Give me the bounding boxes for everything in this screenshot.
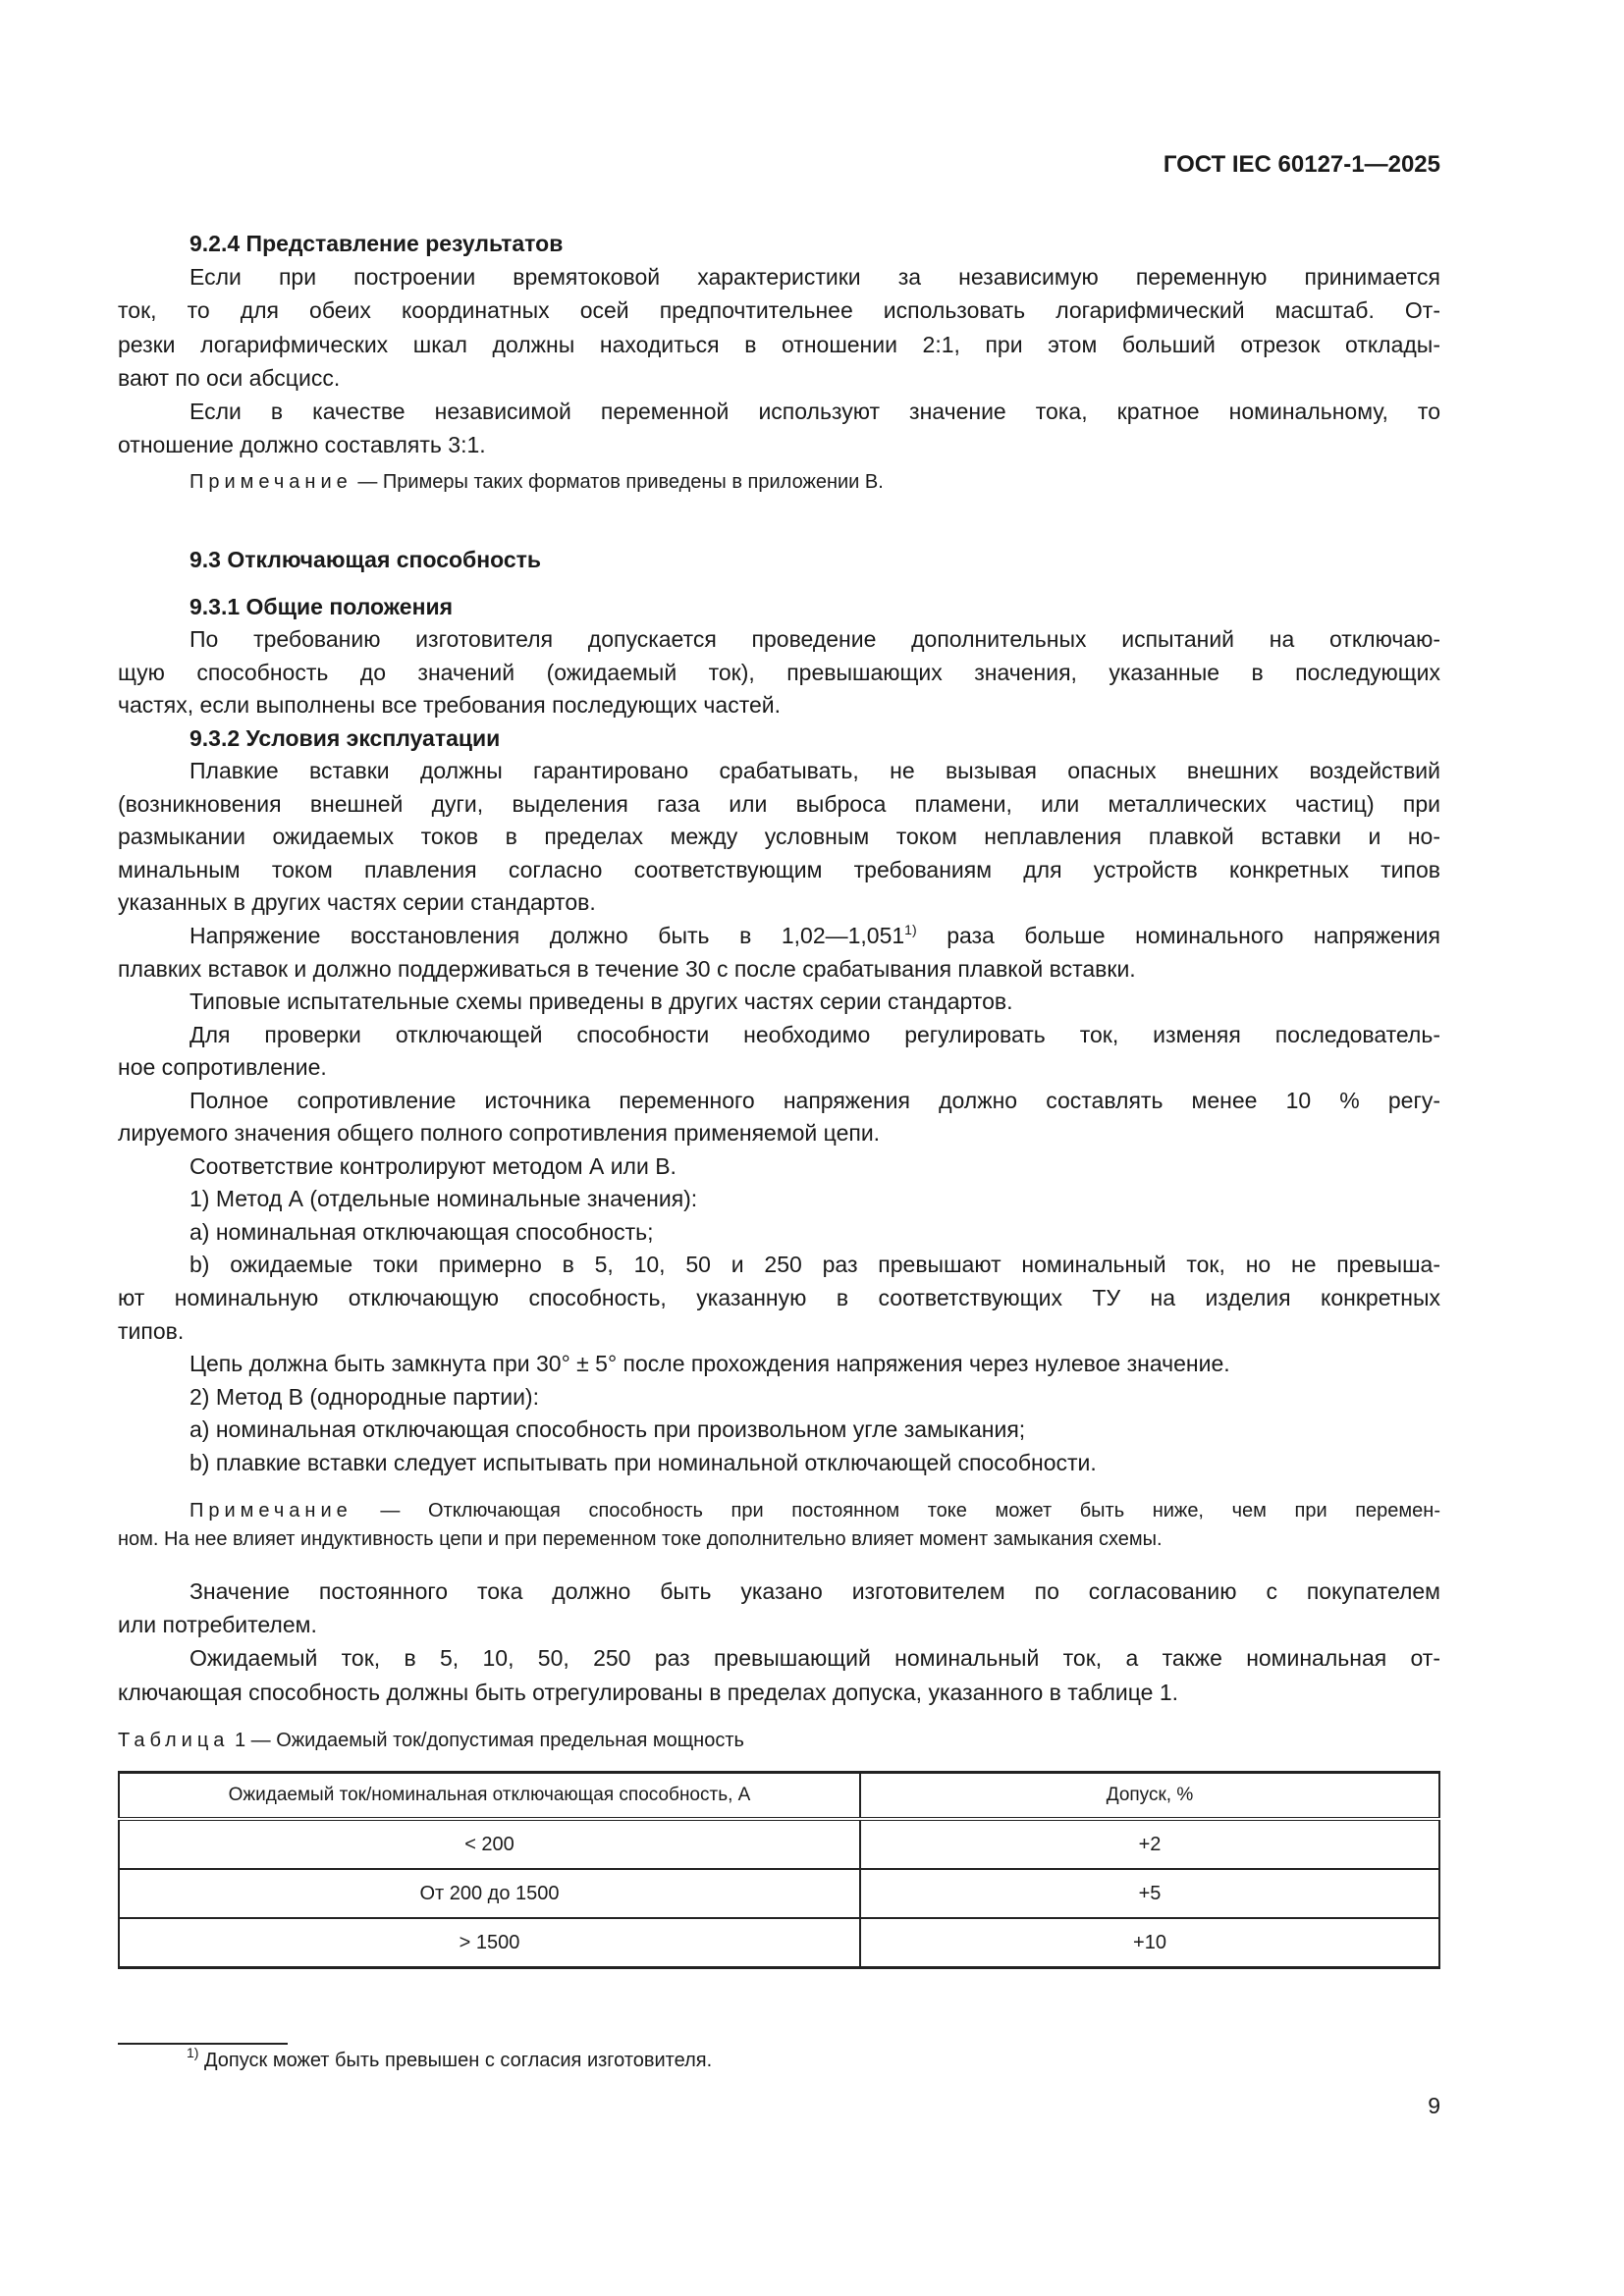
table-cell: < 200 xyxy=(119,1819,860,1869)
note-2 xyxy=(118,1497,1440,1554)
section-9-2-4 xyxy=(118,227,1440,497)
text-line: указанных в других частях серии стандартов. xyxy=(118,889,596,916)
text-line: Ожидаемый ток, в 5, 10, 50, 250 раз превышающий номинальный ток, а также номинальная от- xyxy=(189,1645,1440,1672)
section-9-3 xyxy=(118,544,1440,1479)
table-caption-text: 1 — Ожидаемый ток/допустимая предельная мощность xyxy=(229,1730,744,1751)
text-line: вают по оси абсцисс. xyxy=(118,364,341,391)
text-line: размыкании ожидаемых токов в пределах между условным током неплавления плавкой вставки и но- xyxy=(118,824,1440,850)
table-caption-label: Таблица xyxy=(118,1730,230,1751)
table-cell: > 1500 xyxy=(119,1918,860,1968)
text-line: резки логарифмических шкал должны находиться в отношении 2:1, при этом больший отрезок отклады- xyxy=(118,331,1440,357)
note xyxy=(118,468,1440,497)
note-text: — Отключающая способность при постоянном токе может быть ниже, чем при перемен- xyxy=(352,1500,1440,1522)
footnote-reference: 1) xyxy=(904,922,917,938)
paragraph xyxy=(118,260,1440,395)
text-line: a) номинальная отключающая способность при произвольном угле замыкания; xyxy=(189,1416,1026,1443)
list-item xyxy=(118,1216,1440,1250)
table-cell: +2 xyxy=(860,1819,1439,1869)
text-line xyxy=(118,920,1440,953)
text-line: ют номинальную отключающую способность, указанную в соответствующих ТУ на изделия конкретных xyxy=(118,1285,1440,1311)
table-header-cell: Допуск, % xyxy=(860,1773,1439,1820)
text-line: лируемого значения общего полного сопротивления применяемой цепи. xyxy=(118,1120,881,1147)
list-item xyxy=(118,1381,1440,1415)
text-line: Типовые испытательные схемы приведены в других частях серии стандартов. xyxy=(189,988,1013,1015)
list-item xyxy=(118,1183,1440,1216)
paragraph xyxy=(118,623,1440,722)
paragraph xyxy=(118,920,1440,986)
table-row xyxy=(119,1918,1439,1968)
table-caption xyxy=(118,1730,1440,1752)
table-cell: От 200 до 1500 xyxy=(119,1869,860,1918)
note-label: Примечание xyxy=(189,471,352,494)
footnote-mark: 1) xyxy=(187,2045,199,2060)
text-line: Для проверки отключающей способности необходимо регулировать ток, изменяя последователь- xyxy=(189,1021,1440,1047)
text-line: (возникновения внешней дуги, выделения газа или выброса пламени, или металлических частиц) при xyxy=(118,790,1440,817)
text-line: ключающая способность должны быть отрегулированы в пределах допуска, указанного в таблице 1. xyxy=(118,1679,1179,1705)
paragraph xyxy=(118,1019,1440,1085)
paragraph xyxy=(118,1150,1440,1184)
section-heading: 9.3 Отключающая способность xyxy=(189,547,542,572)
text-line: или потребителем. xyxy=(118,1612,317,1638)
paragraph xyxy=(118,1575,1440,1641)
table-header-row xyxy=(119,1773,1439,1820)
text-line: частях, если выполнены все требования последующих частей. xyxy=(118,692,781,719)
text-line: плавких вставок и должно поддерживаться в течение 30 с после срабатывания плавкой вставки. xyxy=(118,955,1136,982)
footnote-text: Допуск может быть превышен с согласия изготовителя. xyxy=(198,2050,713,2071)
note-line xyxy=(118,1497,1440,1525)
text-line: Полное сопротивление источника переменного напряжения должно составлять менее 10 % регу- xyxy=(189,1087,1440,1113)
document-code: ГОСТ IEC 60127-1—2025 xyxy=(1163,151,1440,178)
text-fragment: раза больше номинального напряжения xyxy=(916,923,1440,949)
subsection-heading: 9.3.2 Условия эксплуатации xyxy=(189,724,501,751)
paragraph xyxy=(118,1348,1440,1381)
text-line: щую способность до значений (ожидаемый ток), превышающих значения, указанные в последующих xyxy=(118,659,1440,685)
text-line: 1) Метод А (отдельные номинальные значения): xyxy=(189,1186,698,1212)
table-header-cell: Ожидаемый ток/номинальная отключающая способность, А xyxy=(119,1773,860,1820)
table-row xyxy=(119,1869,1439,1918)
paragraph xyxy=(118,755,1440,920)
text-line: По требованию изготовителя допускается проведение дополнительных испытаний на отключаю- xyxy=(189,626,1440,653)
paragraph xyxy=(118,395,1440,461)
table-wrapper xyxy=(118,1771,1440,1969)
footnote-divider xyxy=(118,2043,288,2045)
text-line: b) ожидаемые токи примерно в 5, 10, 50 и 250 раз превышают номинальный ток, но не превыша- xyxy=(189,1252,1440,1278)
text-line: ное сопротивление. xyxy=(118,1054,327,1081)
subsection-heading: 9.3.1 Общие положения xyxy=(189,593,454,619)
footnote xyxy=(187,2045,713,2072)
text-line: Цепь должна быть замкнута при 30° ± 5° после прохождения напряжения через нулевое значение. xyxy=(189,1351,1230,1377)
table-cell: +10 xyxy=(860,1918,1439,1968)
note-text: — Примеры таких форматов приведены в приложении В. xyxy=(352,471,884,494)
paragraph xyxy=(118,1085,1440,1150)
text-line: Соответствие контролируют методом А или В. xyxy=(189,1152,677,1179)
note-label: Примечание xyxy=(189,1500,352,1522)
list-item xyxy=(118,1249,1440,1348)
text-line: отношение должно составлять 3:1. xyxy=(118,432,486,458)
table-cell: +5 xyxy=(860,1869,1439,1918)
table-row xyxy=(119,1819,1439,1869)
text-line: ток, то для обеих координатных осей предпочтительнее использовать логарифмический масштаб. От- xyxy=(118,297,1440,324)
text-line: Значение постоянного тока должно быть указано изготовителем по согласованию с покупателем xyxy=(189,1578,1440,1604)
text-line: типов. xyxy=(118,1317,185,1344)
list-item xyxy=(118,1414,1440,1447)
note-line: ном. На нее влияет индуктивность цепи и при переменном токе дополнительно влияет момент замыкания схемы. xyxy=(118,1528,1163,1550)
text-line: Если при построении времятоковой характеристики за независимую переменную принимается xyxy=(189,264,1440,291)
text-line: 2) Метод В (однородные партии): xyxy=(189,1383,539,1410)
text-line: b) плавкие вставки следует испытывать при номинальной отключающей способности. xyxy=(189,1449,1097,1475)
text-line: Плавкие вставки должны гарантировано срабатывать, не вызывая опасных внешних воздействий xyxy=(189,758,1440,784)
text-fragment: Напряжение восстановления должно быть в 1,02—1,051 xyxy=(189,923,905,949)
section-heading: 9.2.4 Представление результатов xyxy=(189,231,564,256)
closing-paragraphs xyxy=(118,1575,1440,1709)
list-item xyxy=(118,1447,1440,1480)
paragraph xyxy=(118,1641,1440,1708)
text-line: минальным током плавления согласно соответствующим требованиям для устройств конкретных типов xyxy=(118,856,1440,882)
page-number: 9 xyxy=(1428,2093,1440,2118)
paragraph xyxy=(118,986,1440,1019)
text-line: a) номинальная отключающая способность; xyxy=(189,1218,654,1245)
text-line: Если в качестве независимой переменной используют значение тока, кратное номинальному, то xyxy=(189,399,1440,425)
tolerance-table xyxy=(118,1771,1440,1969)
